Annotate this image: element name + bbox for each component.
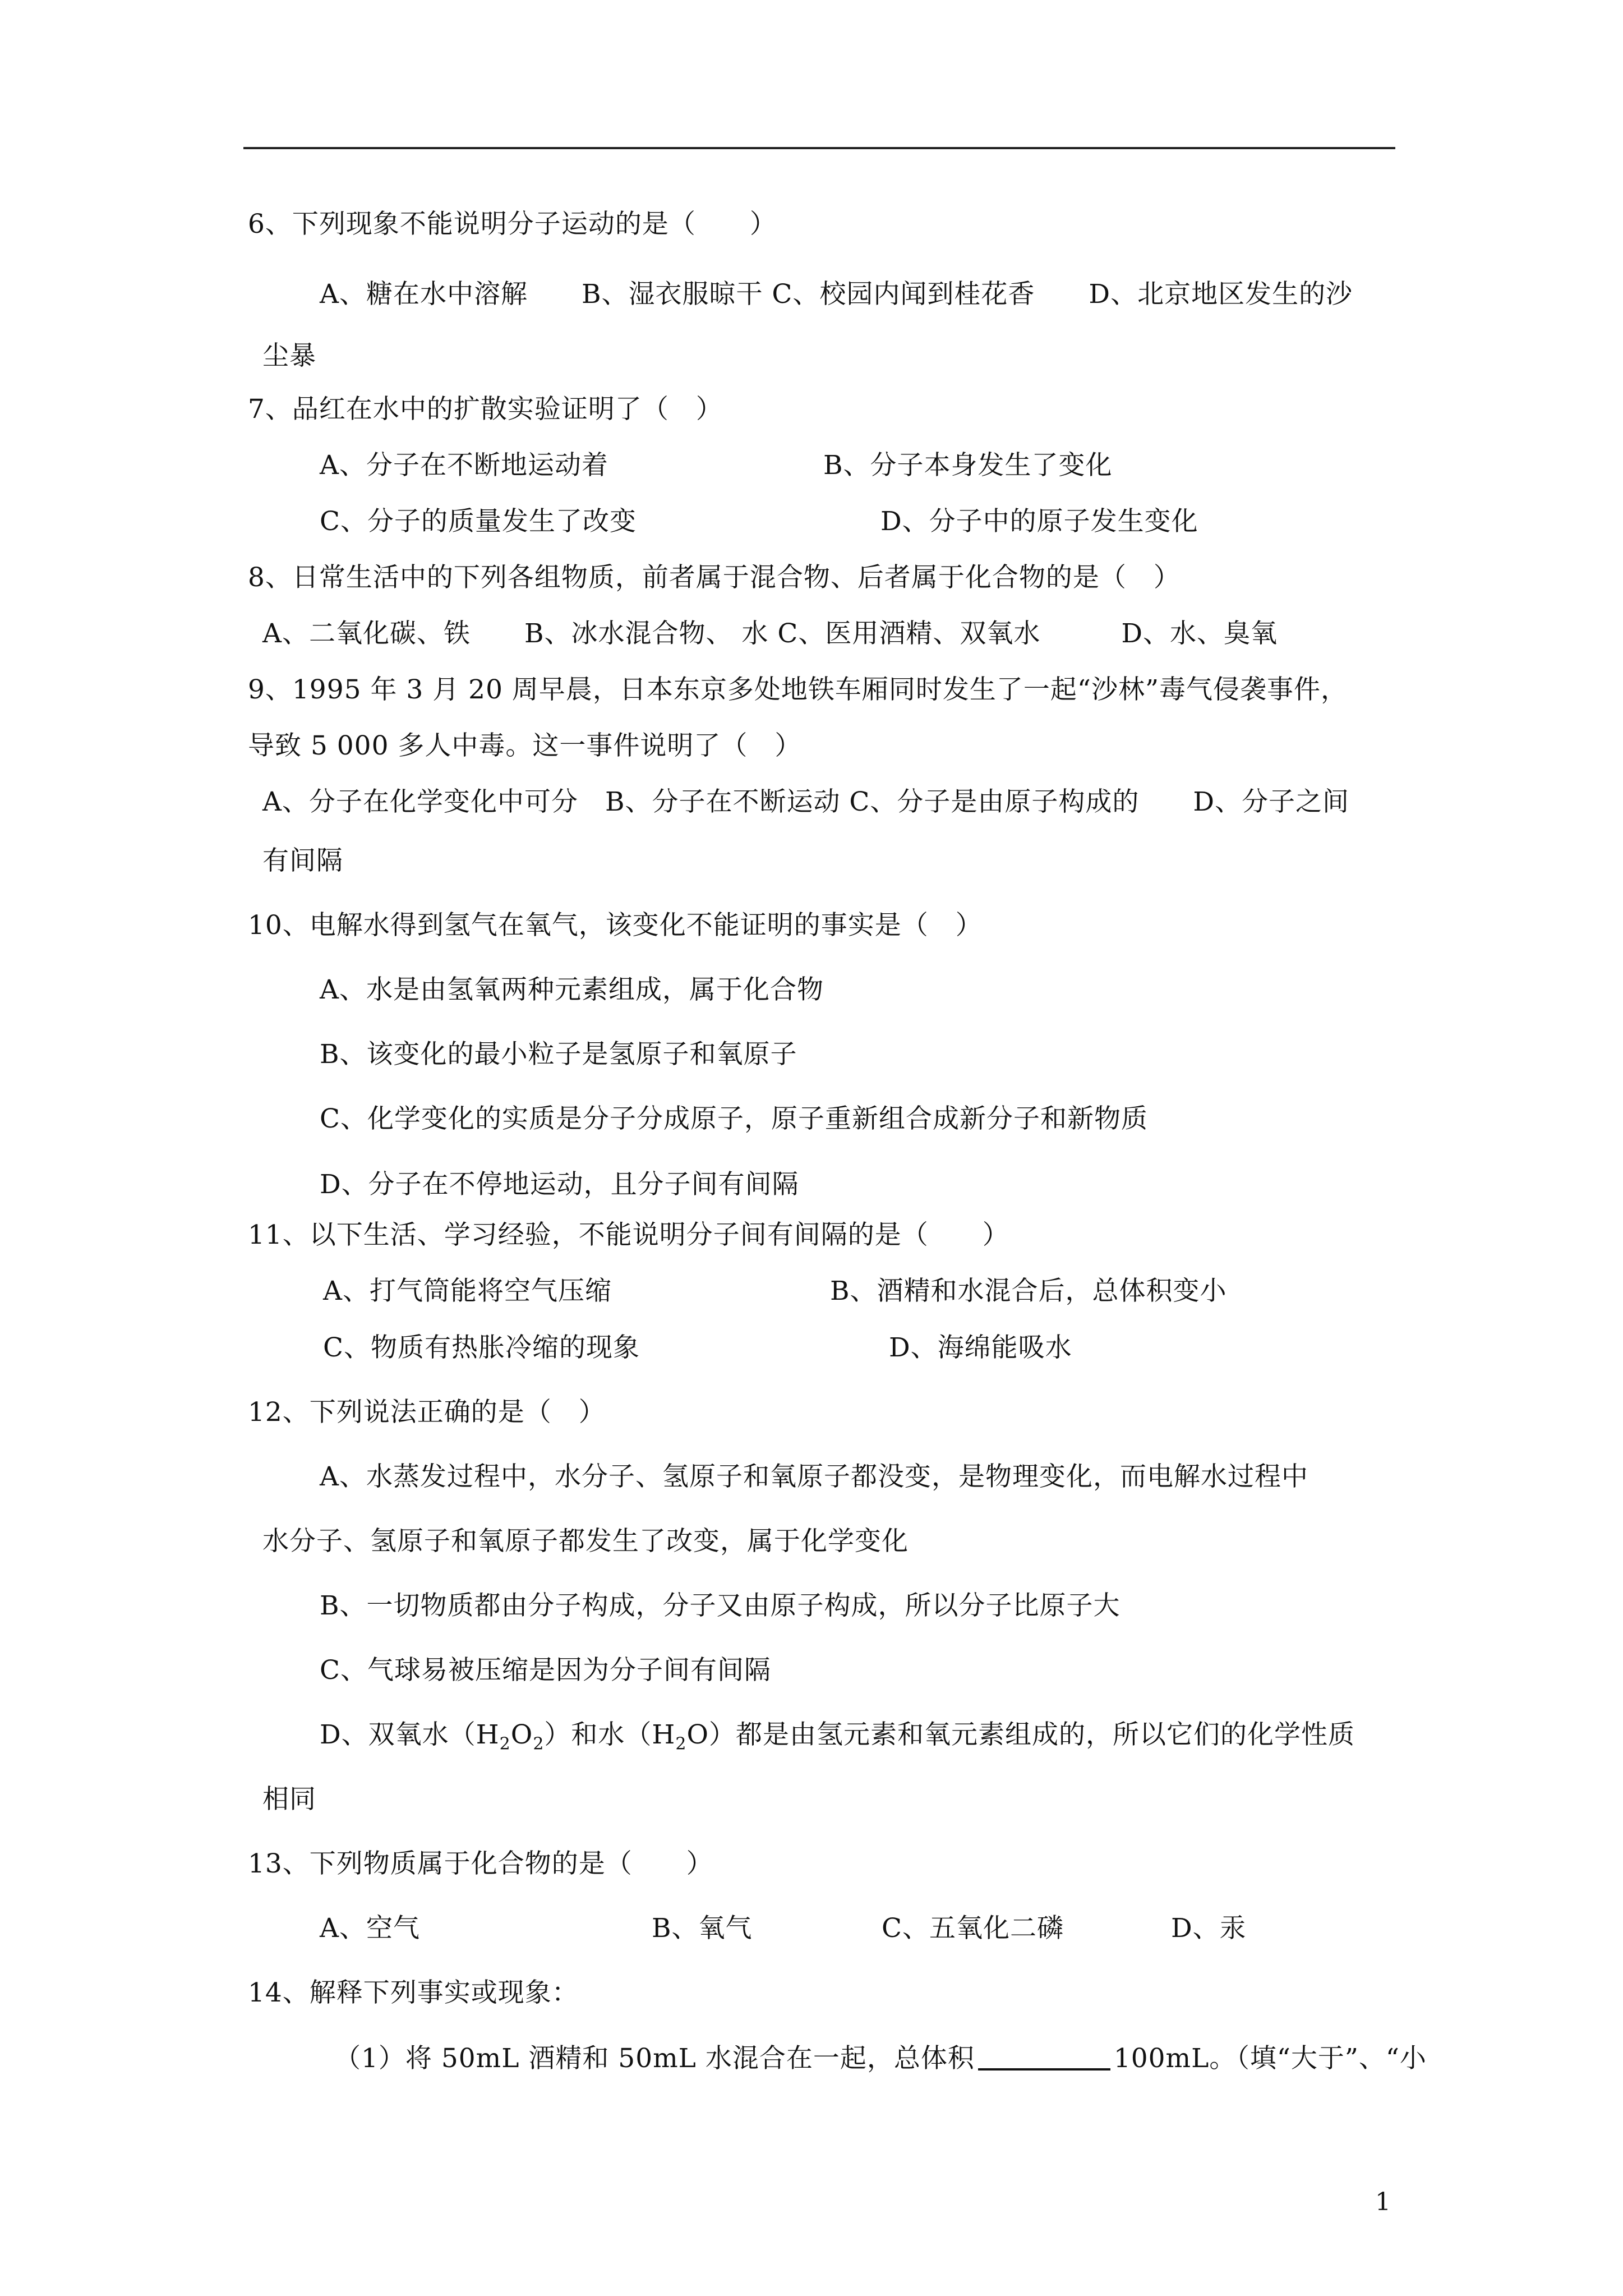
- subscript: 2: [533, 1734, 545, 1754]
- q13-option-b: B、氧气: [652, 1913, 753, 1944]
- answer-blank[interactable]: [978, 2044, 1110, 2070]
- q12-d-text-post: O）都是由氢元素和氧元素组成的，所以它们的化学性质: [686, 1719, 1355, 1750]
- q12-d-text-mid2: ）和水（H: [544, 1719, 676, 1750]
- q6-stem: 6、下列现象不能说明分子运动的是（ ）: [248, 209, 777, 240]
- q9-stem-line1: 9、1995 年 3 月 20 周早晨，日本东京多处地铁车厢同时发生了一起“沙林”毒气侵袭事件，: [248, 674, 1348, 705]
- q12-option-d-line1: [320, 1718, 1355, 1761]
- q11-option-c: C、物质有热胀冷缩的现象: [323, 1332, 640, 1363]
- q11-option-d: D、海绵能吸水: [889, 1332, 1072, 1363]
- header-rule: [243, 147, 1395, 149]
- q6-options: A、糖在水中溶解 B、湿衣服晾干 C、校园内闻到桂花香 D、北京地区发生的沙: [320, 279, 1353, 310]
- page-number: 1: [1375, 2188, 1391, 2216]
- q7-option-b: B、分子本身发生了变化: [823, 450, 1113, 481]
- q12-option-a-line1: A、水蒸发过程中，水分子、氢原子和氧原子都没变，是物理变化，而电解水过程中: [320, 1461, 1308, 1492]
- q9-stem-line2: 导致 5 000 多人中毒。这一事件说明了（ ）: [248, 730, 802, 761]
- q7-option-a: A、分子在不断地运动着: [320, 450, 608, 481]
- q10-stem: 10、电解水得到氢气在氧气，该变化不能证明的事实是（ ）: [248, 910, 983, 941]
- q12-d-text-mid1: O: [510, 1719, 533, 1750]
- q8-options: A、二氧化碳、铁 B、冰水混合物、 水 C、医用酒精、双氧水 D、水、臭氧: [262, 618, 1278, 649]
- q13-stem: 13、下列物质属于化合物的是（ ）: [248, 1848, 713, 1879]
- subscript: 2: [499, 1734, 511, 1754]
- q12-option-d-line2: 相同: [262, 1784, 316, 1815]
- q14-part1-text-pre: （1）将 50mL 酒精和 50mL 水混合在一起，总体积: [334, 2043, 975, 2074]
- subscript: 2: [675, 1734, 687, 1754]
- q12-option-b: B、一切物质都由分子构成，分子又由原子构成，所以分子比原子大: [320, 1590, 1121, 1621]
- q11-option-a: A、打气筒能将空气压缩: [323, 1276, 612, 1306]
- q13-option-d: D、汞: [1171, 1913, 1247, 1944]
- q10-option-c: C、化学变化的实质是分子分成原子，原子重新组合成新分子和新物质: [320, 1103, 1148, 1134]
- q9-options-cont: 有间隔: [262, 845, 343, 876]
- q7-option-d: D、分子中的原子发生变化: [880, 506, 1198, 537]
- q12-option-a-line2: 水分子、氢原子和氧原子都发生了改变，属于化学变化: [262, 1526, 909, 1557]
- q14-part1-text-post: 100mL。（填“大于”、“小: [1113, 2043, 1427, 2074]
- q7-stem: 7、品红在水中的扩散实验证明了（ ）: [248, 394, 723, 425]
- q13-option-c: C、五氧化二磷: [882, 1913, 1064, 1944]
- q11-option-b: B、酒精和水混合后，总体积变小: [830, 1276, 1227, 1306]
- q14-stem: 14、解释下列事实或现象：: [248, 1977, 579, 2008]
- q7-option-c: C、分子的质量发生了改变: [320, 506, 637, 537]
- q12-d-text-pre: D、双氧水（H: [320, 1719, 500, 1750]
- q10-option-a: A、水是由氢氧两种元素组成，属于化合物: [320, 974, 824, 1005]
- q11-stem: 11、以下生活、学习经验，不能说明分子间有间隔的是（ ）: [248, 1220, 1009, 1250]
- q10-option-d: D、分子在不停地运动，且分子间有间隔: [320, 1169, 799, 1200]
- q10-option-b: B、该变化的最小粒子是氢原子和氧原子: [320, 1039, 797, 1070]
- q8-stem: 8、日常生活中的下列各组物质，前者属于混合物、后者属于化合物的是（ ）: [248, 562, 1181, 593]
- q6-options-cont: 尘暴: [262, 341, 316, 371]
- q14-part1: [334, 2042, 1427, 2076]
- q13-option-a: A、空气: [320, 1913, 420, 1944]
- q12-option-c: C、气球易被压缩是因为分子间有间隔: [320, 1655, 771, 1686]
- q9-options: A、分子在化学变化中可分 B、分子在不断运动 C、分子是由原子构成的 D、分子之间: [262, 786, 1350, 817]
- q12-stem: 12、下列说法正确的是（ ）: [248, 1397, 606, 1428]
